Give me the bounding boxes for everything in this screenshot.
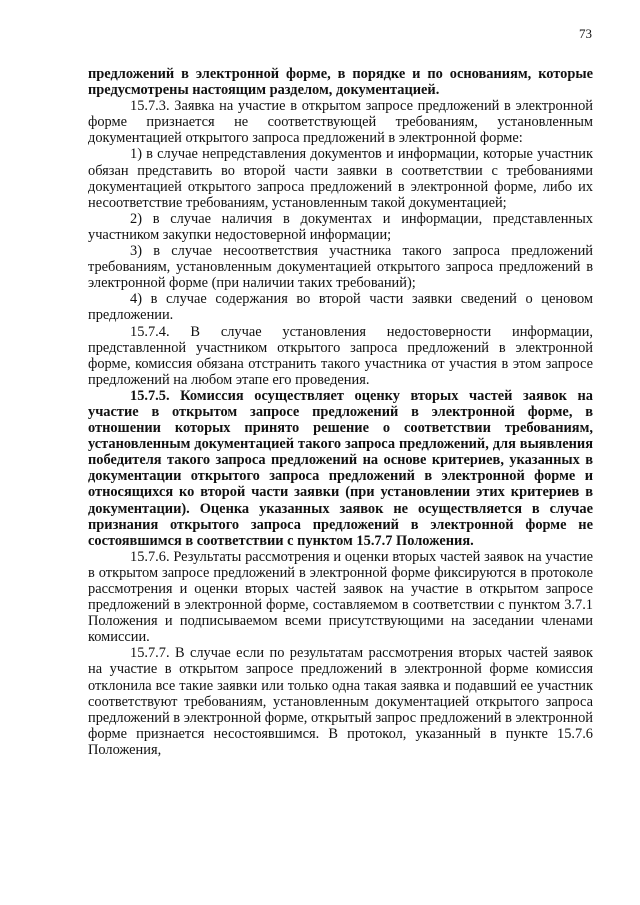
list-item-1: 1) в случае непредставления документов и информации, которые участник обязан представить во второй части заявки в соответствии с требованиями документацией открытого запроса предложений в электронной форме, либо их несоответствие требованиям, установленным такой документацией; — [88, 146, 593, 211]
paragraph-15-7-6: 15.7.6. Результаты рассмотрения и оценки вторых частей заявок на участие в открытом запросе предложений в электронной форме фиксируются в протоколе рассмотрения и оценки вторых частей заявок на участие в открытом запросе предложений в электронной форме, составляемом в соответствии с пунктом 3.7.1 Положения и подписываемом всеми присутствующими на заседании членами комиссии. — [88, 548, 593, 646]
document-body — [88, 66, 593, 758]
paragraph-15-7-5: 15.7.5. Комиссия осуществляет оценку вторых частей заявок на участие в открытом запросе предложений в электронной форме, в отношении которых принято решение о соответствии требованиям, установленным документацией такого запроса предложений, для выявления победителя такого запроса предложений на основе критериев, указанных в документации открытого запроса предложений в электронной форме и относящихся ко второй части заявки (при установлении этих критериев в документации). Оценка указанных заявок не осуществляется в случае признания открытого запроса предложений в электронной форме не состоявшимся в соответствии с пунктом 15.7.7 Положения. — [88, 387, 593, 549]
paragraph-15-7-4: 15.7.4. В случае установления недостоверности информации, представленной участником открытого запроса предложений в электронной форме, комиссия обязана отстранить такого участника от участия в этом запросе предложений на любом этапе его проведения. — [88, 323, 593, 388]
list-item-2: 2) в случае наличия в документах и информации, представленных участником закупки недостоверной информации; — [88, 210, 593, 243]
list-item-3: 3) в случае несоответствия участника такого запроса предложений требованиям, установленным документацией открытого запроса предложений в электронной форме (при наличии таких требований); — [88, 243, 593, 292]
page-number: 73 — [579, 26, 592, 41]
paragraph-15-7-3: 15.7.3. Заявка на участие в открытом запросе предложений в электронной форме признается не соответствующей требованиям, установленным документацией открытого запроса предложений в электронной форме: — [88, 98, 593, 147]
paragraph-15-7-7: 15.7.7. В случае если по результатам рассмотрения вторых частей заявок на участие в открытом запросе предложений в электронной форме комиссия отклонила все такие заявки или только одна такая заявка и подавший ее участник соответствуют требованиям, установленным документацией открытого запроса предложений в электронной форме, открытый запрос предложений в электронной форме признается несостоявшимся. В протокол, указанный в пункте 15.7.6 Положения, — [88, 645, 593, 758]
paragraph-continuation: предложений в электронной форме, в порядке и по основаниям, которые предусмотрены настоящим разделом, документацией. — [88, 66, 593, 99]
list-item-4: 4) в случае содержания во второй части заявки сведений о ценовом предложении. — [88, 291, 593, 324]
